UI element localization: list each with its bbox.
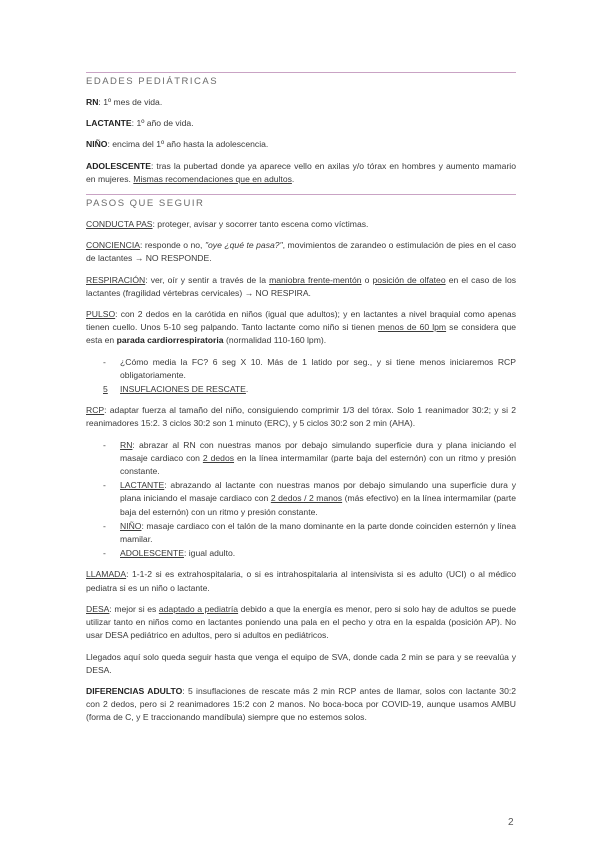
paragraph-rcp [86, 404, 516, 430]
definition-lactante: : 1º año de vida. [131, 118, 194, 129]
nino-text: : masaje cardiaco con el talón de la mano dominante en la parte donde coinciden esternón y línea mamilar. [120, 520, 516, 545]
conciencia-quote: "oye ¿qué te pasa?" [204, 240, 283, 251]
bold-parada: parada cardiorrespiratoria [116, 335, 224, 346]
paragraph-adolescente [86, 160, 516, 186]
adolescente-text: : igual adulto. [184, 548, 236, 559]
paragraph-llegados: Llegados aquí solo queda seguir hasta que venga el equipo de SVA, donde cada 2 min se para y se reevalúa y DESA. [86, 651, 516, 675]
bullet-dash: - [103, 548, 106, 559]
list-item-rn [86, 439, 516, 479]
term-pulso: PULSO [86, 309, 116, 320]
paragraph-pulso [86, 308, 516, 348]
paragraph-conciencia [86, 239, 516, 265]
term-adolescente: ADOLESCENTE [86, 160, 151, 171]
term-adolescente: ADOLESCENTE [120, 548, 184, 559]
definition-rn: : 1º mes de vida. [98, 97, 163, 107]
paragraph-nino [86, 138, 516, 151]
term-conciencia: CONCIENCIA [86, 240, 140, 251]
term-nino: NIÑO [120, 520, 142, 531]
conciencia-text-2: , movimientos de zarandeo o estimulación de pies en el caso de lactantes → NO RESPONDE. [86, 240, 516, 264]
term-conducta-pas: CONDUCTA PAS [86, 219, 153, 230]
rn-text-1: : abrazar al RN con nuestras manos por debajo simulando superficie dura y plana iniciando el masaje cardiaco con [120, 439, 516, 463]
underline-menos-60: menos de 60 lpm [378, 322, 447, 333]
section-rule-pasos [86, 194, 516, 195]
pulso-text-2: se considera que esta en [86, 322, 517, 346]
bullet-dash: - [103, 520, 106, 531]
term-desa: DESA [86, 603, 110, 614]
list-rcp [86, 439, 516, 561]
underline-maniobra: maniobra frente-mentón [269, 274, 362, 285]
list-item [86, 383, 516, 396]
definition-diferencias: : 5 insuflaciones de rescate más 2 min RCP antes de llamar, solos con lactante 30:2 con 2 dedos, pero si 2 reanimadores 15:2 con 2 manos. No boca-boca por COVID-19, aunque usamos AMBU (forma de C, y E traccionando mandíbula) siempre que no estemos solos. [86, 685, 517, 723]
section-rule-top [86, 72, 516, 73]
term-respiracion: RESPIRACIÓN [86, 274, 146, 285]
term-diferencias-adulto: DIFERENCIAS ADULTO [86, 685, 183, 696]
list-item-adolescente [86, 547, 516, 560]
conciencia-text-1: : responde o no, [139, 240, 205, 251]
paragraph-lactante [86, 117, 516, 130]
underline-mismas-recomendaciones: Mismas recomendaciones que en adultos [133, 173, 292, 184]
page-number: 2 [508, 817, 514, 828]
paragraph-conducta [86, 218, 516, 231]
respiracion-text-3: en el caso de los lactantes (fragilidad vértebras cervicales) → NO RESPIRA. [86, 274, 517, 298]
term-llamada: LLAMADA [86, 569, 127, 580]
section-title-pasos: PASOS QUE SEGUIR [86, 198, 205, 210]
rn-text-2: en la línea intermamilar (parte baja del esternón) con un ritmo y presión constante. [120, 452, 516, 477]
definition-rcp: : adaptar fuerza al tamaño del niño, consiguiendo comprimir 1/3 del tórax. Solo 1 reanimador 30:2; y si 2 reanimadores 15:2. 3 ciclos 30:2 son 1 minuto (ERC), y 5 ciclos 30:2 son 2 min (AHA). [86, 405, 516, 429]
paragraph-rn [86, 96, 516, 109]
list-item [86, 356, 516, 382]
term-rn: RN [120, 439, 133, 450]
document-page [86, 72, 516, 733]
section-title-edades: EDADES PEDIÁTRICAS [86, 76, 219, 87]
list-item-nino [86, 520, 516, 546]
term-lactante: LACTANTE [120, 480, 165, 491]
term-rn: RN [86, 97, 99, 107]
pulso-text-3: (normalidad 110-160 lpm). [223, 335, 327, 346]
underline-2-dedos: 2 dedos [202, 452, 235, 463]
desa-text-1: : mejor si es [109, 603, 159, 614]
underline-adaptado: adaptado a pediatría [158, 603, 239, 614]
bullet-dash: - [103, 439, 106, 450]
period: . [245, 384, 249, 395]
term-rcp: RCP [86, 405, 105, 416]
lactante-text-2: (más efectivo) en la línea intermamilar (parte baja del esternón) con un ritmo y presión constante. [120, 493, 516, 517]
definition-llamada: : 1-1-2 si es extrahospitalaria, o si es intrahospitalaria al intensivista si es adulto (UCI) o al médico pediatra si es un niño o lactante. [86, 569, 516, 593]
paragraph-llamada [86, 568, 516, 594]
list-item-text: INSUFLACIONES DE RESCATE [120, 384, 246, 395]
desa-text-2: debido a que la energía es menor, pero si solo hay de adultos se puede utilizar tanto en niños como en lactantes poniendo una pala en el pecho y otra en la espalda (posición AP). No usar DESA pediátrico en adultos, pero si adultos en pediátricos. [86, 603, 517, 641]
paragraph-respiracion [86, 274, 516, 300]
bullet-dash: - [103, 356, 106, 367]
definition-conducta: : proteger, avisar y socorrer tanto escena como víctimas. [152, 219, 369, 230]
pulso-text-1: : con 2 dedos en la carótida en niños (igual que adultos); y en lactantes a nivel braquial como apenas tienen cuello. Unos 5-10 seg palpando. Tanto lactante como niño si tienen [86, 309, 516, 333]
underline-olfateo: posición de olfateo [372, 274, 446, 285]
list-item-text: ¿Cómo media la FC? 6 seg X 10. Más de 1 latido por seg., y si tiene menos iniciaremos RCP obligatoriamente. [120, 356, 516, 380]
bullet-number: 5 [103, 384, 108, 395]
list-pulso [86, 356, 516, 397]
paragraph-diferencias [86, 685, 516, 725]
bullet-dash: - [103, 480, 106, 491]
definition-adolescente: : tras la pubertad donde ya aparece vello en axilas y/o tórax en hombres y aumento mamario en mujeres. [86, 160, 516, 184]
term-lactante: LACTANTE [86, 118, 132, 129]
term-nino: NIÑO [86, 139, 108, 150]
paragraph-desa [86, 603, 516, 643]
lactante-text-1: : abrazando al lactante con nuestras manos por debajo simulando una superficie dura y plana iniciando el masaje cardiaco con [120, 480, 516, 504]
respiracion-text-1: : ver, oír y sentir a través de la [145, 274, 270, 285]
underline-2-dedos-2-manos: 2 dedos / 2 manos [270, 493, 343, 504]
respiracion-text-2: o [361, 274, 373, 285]
period: . [291, 173, 295, 184]
definition-nino: : encima del 1º año hasta la adolescencia. [107, 139, 269, 150]
list-item-lactante [86, 479, 516, 519]
